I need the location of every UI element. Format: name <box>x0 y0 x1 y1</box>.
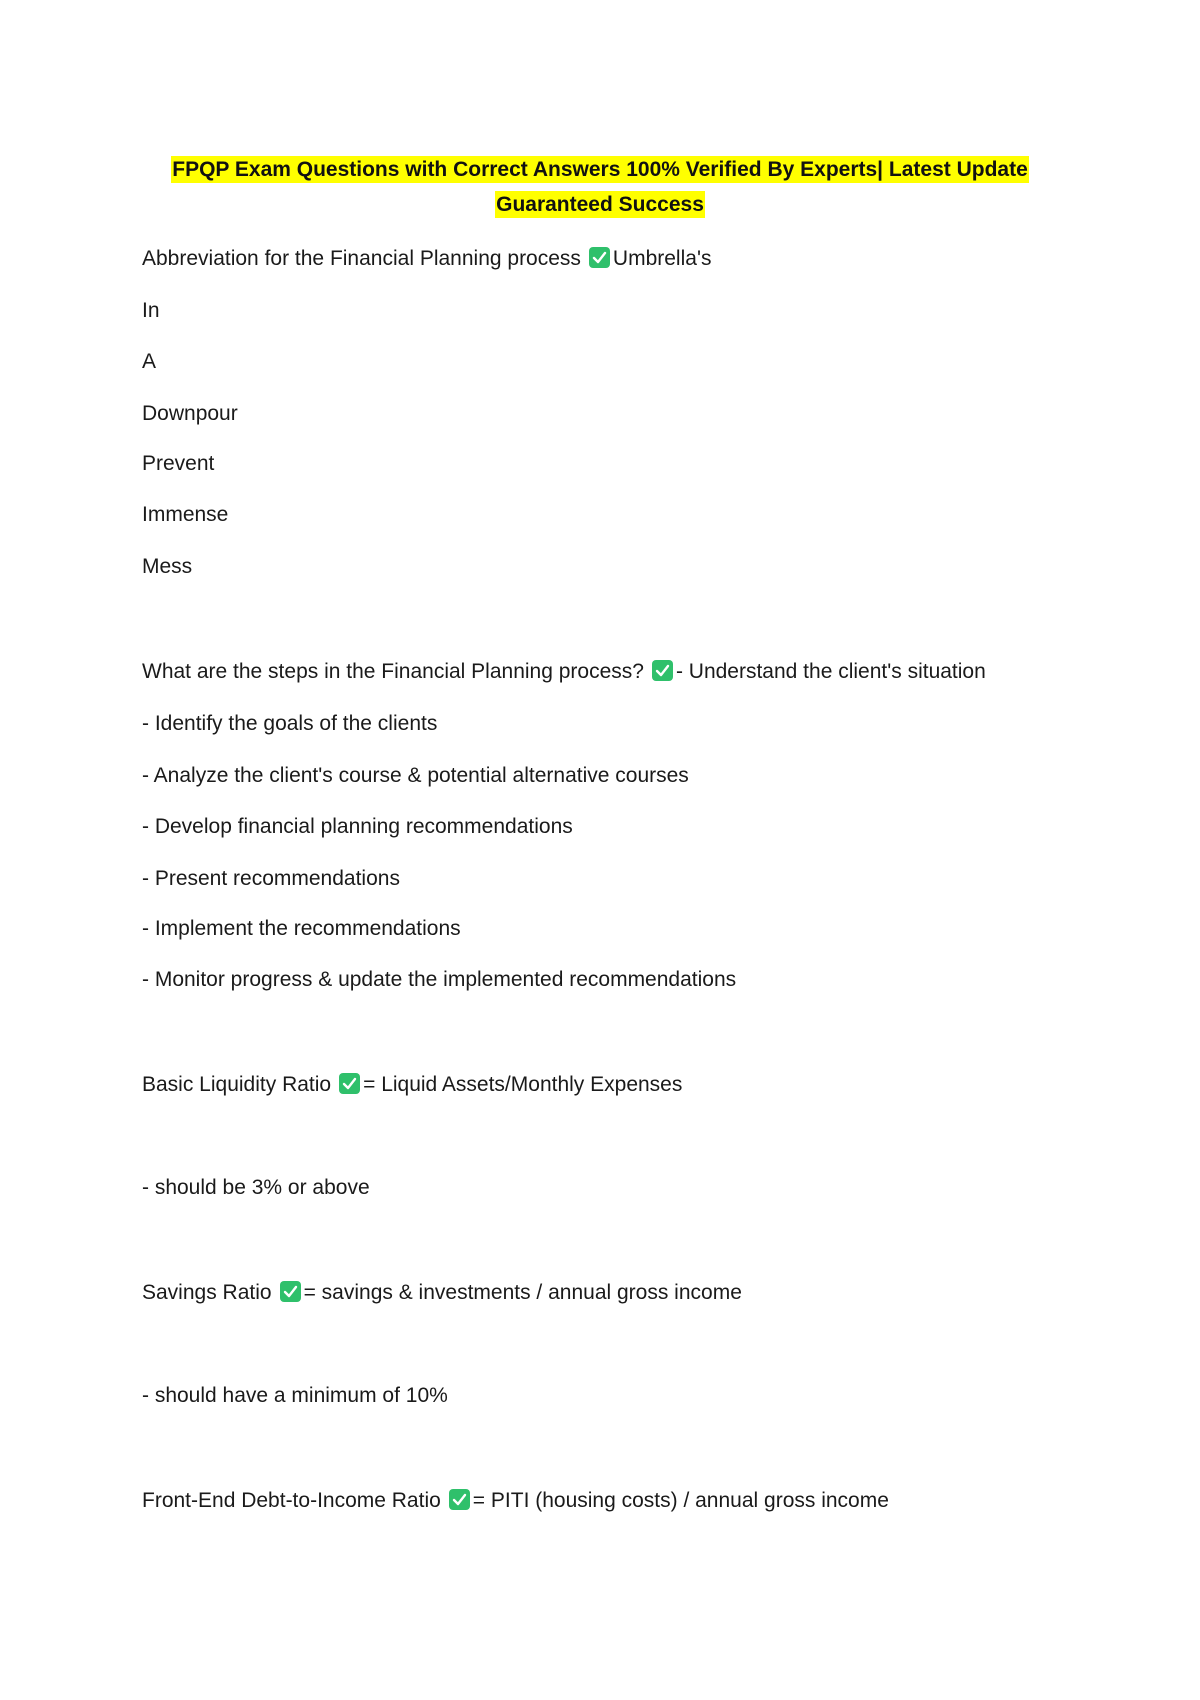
check-box-icon <box>339 1073 360 1094</box>
question-text: What are the steps in the Financial Planning process? <box>142 660 644 683</box>
answer-note: - should be 3% or above <box>142 1176 370 1199</box>
answer-line: Downpour <box>142 402 238 425</box>
question-5 <box>142 1487 889 1515</box>
answer-note: - should have a minimum of 10% <box>142 1384 448 1407</box>
title-line-2: Guaranteed Success <box>496 193 704 216</box>
answer-line: - Develop financial planning recommendations <box>142 815 573 838</box>
question-text: Savings Ratio <box>142 1281 272 1304</box>
question-3 <box>142 1071 682 1099</box>
answer-text: - Understand the client's situation <box>675 660 986 683</box>
check-box-icon <box>280 1281 301 1302</box>
answer-line: - Analyze the client's course & potential alternative courses <box>142 764 689 787</box>
answer-line: - Implement the recommendations <box>142 917 461 940</box>
check-box-icon <box>652 660 673 681</box>
answer-line: - Monitor progress & update the implemented recommendations <box>142 968 737 991</box>
answer-text: = PITI (housing costs) / annual gross income <box>472 1489 889 1512</box>
question-2 <box>142 658 986 686</box>
answer-line: - Present recommendations <box>142 867 400 890</box>
answer-line: A <box>142 350 157 373</box>
question-1 <box>142 245 711 273</box>
title-line-1: FPQP Exam Questions with Correct Answers 100% Verified By Experts| Latest Update <box>172 158 1028 181</box>
answer-line: Immense <box>142 503 229 526</box>
question-text: Front-End Debt-to-Income Ratio <box>142 1489 441 1512</box>
answer-text: = Liquid Assets/Monthly Expenses <box>363 1073 683 1096</box>
check-box-icon <box>449 1489 470 1510</box>
question-4 <box>142 1279 742 1307</box>
check-box-icon <box>589 247 610 268</box>
answer-line: Prevent <box>142 452 215 475</box>
answer-line: In <box>142 299 160 322</box>
question-text: Abbreviation for the Financial Planning process <box>142 247 581 270</box>
answer-text: Umbrella's <box>612 247 712 270</box>
answer-text: = savings & investments / annual gross income <box>303 1281 742 1304</box>
document-title <box>150 152 1050 222</box>
question-text: Basic Liquidity Ratio <box>142 1073 332 1096</box>
answer-line: Mess <box>142 555 193 578</box>
answer-line: - Identify the goals of the clients <box>142 712 438 735</box>
